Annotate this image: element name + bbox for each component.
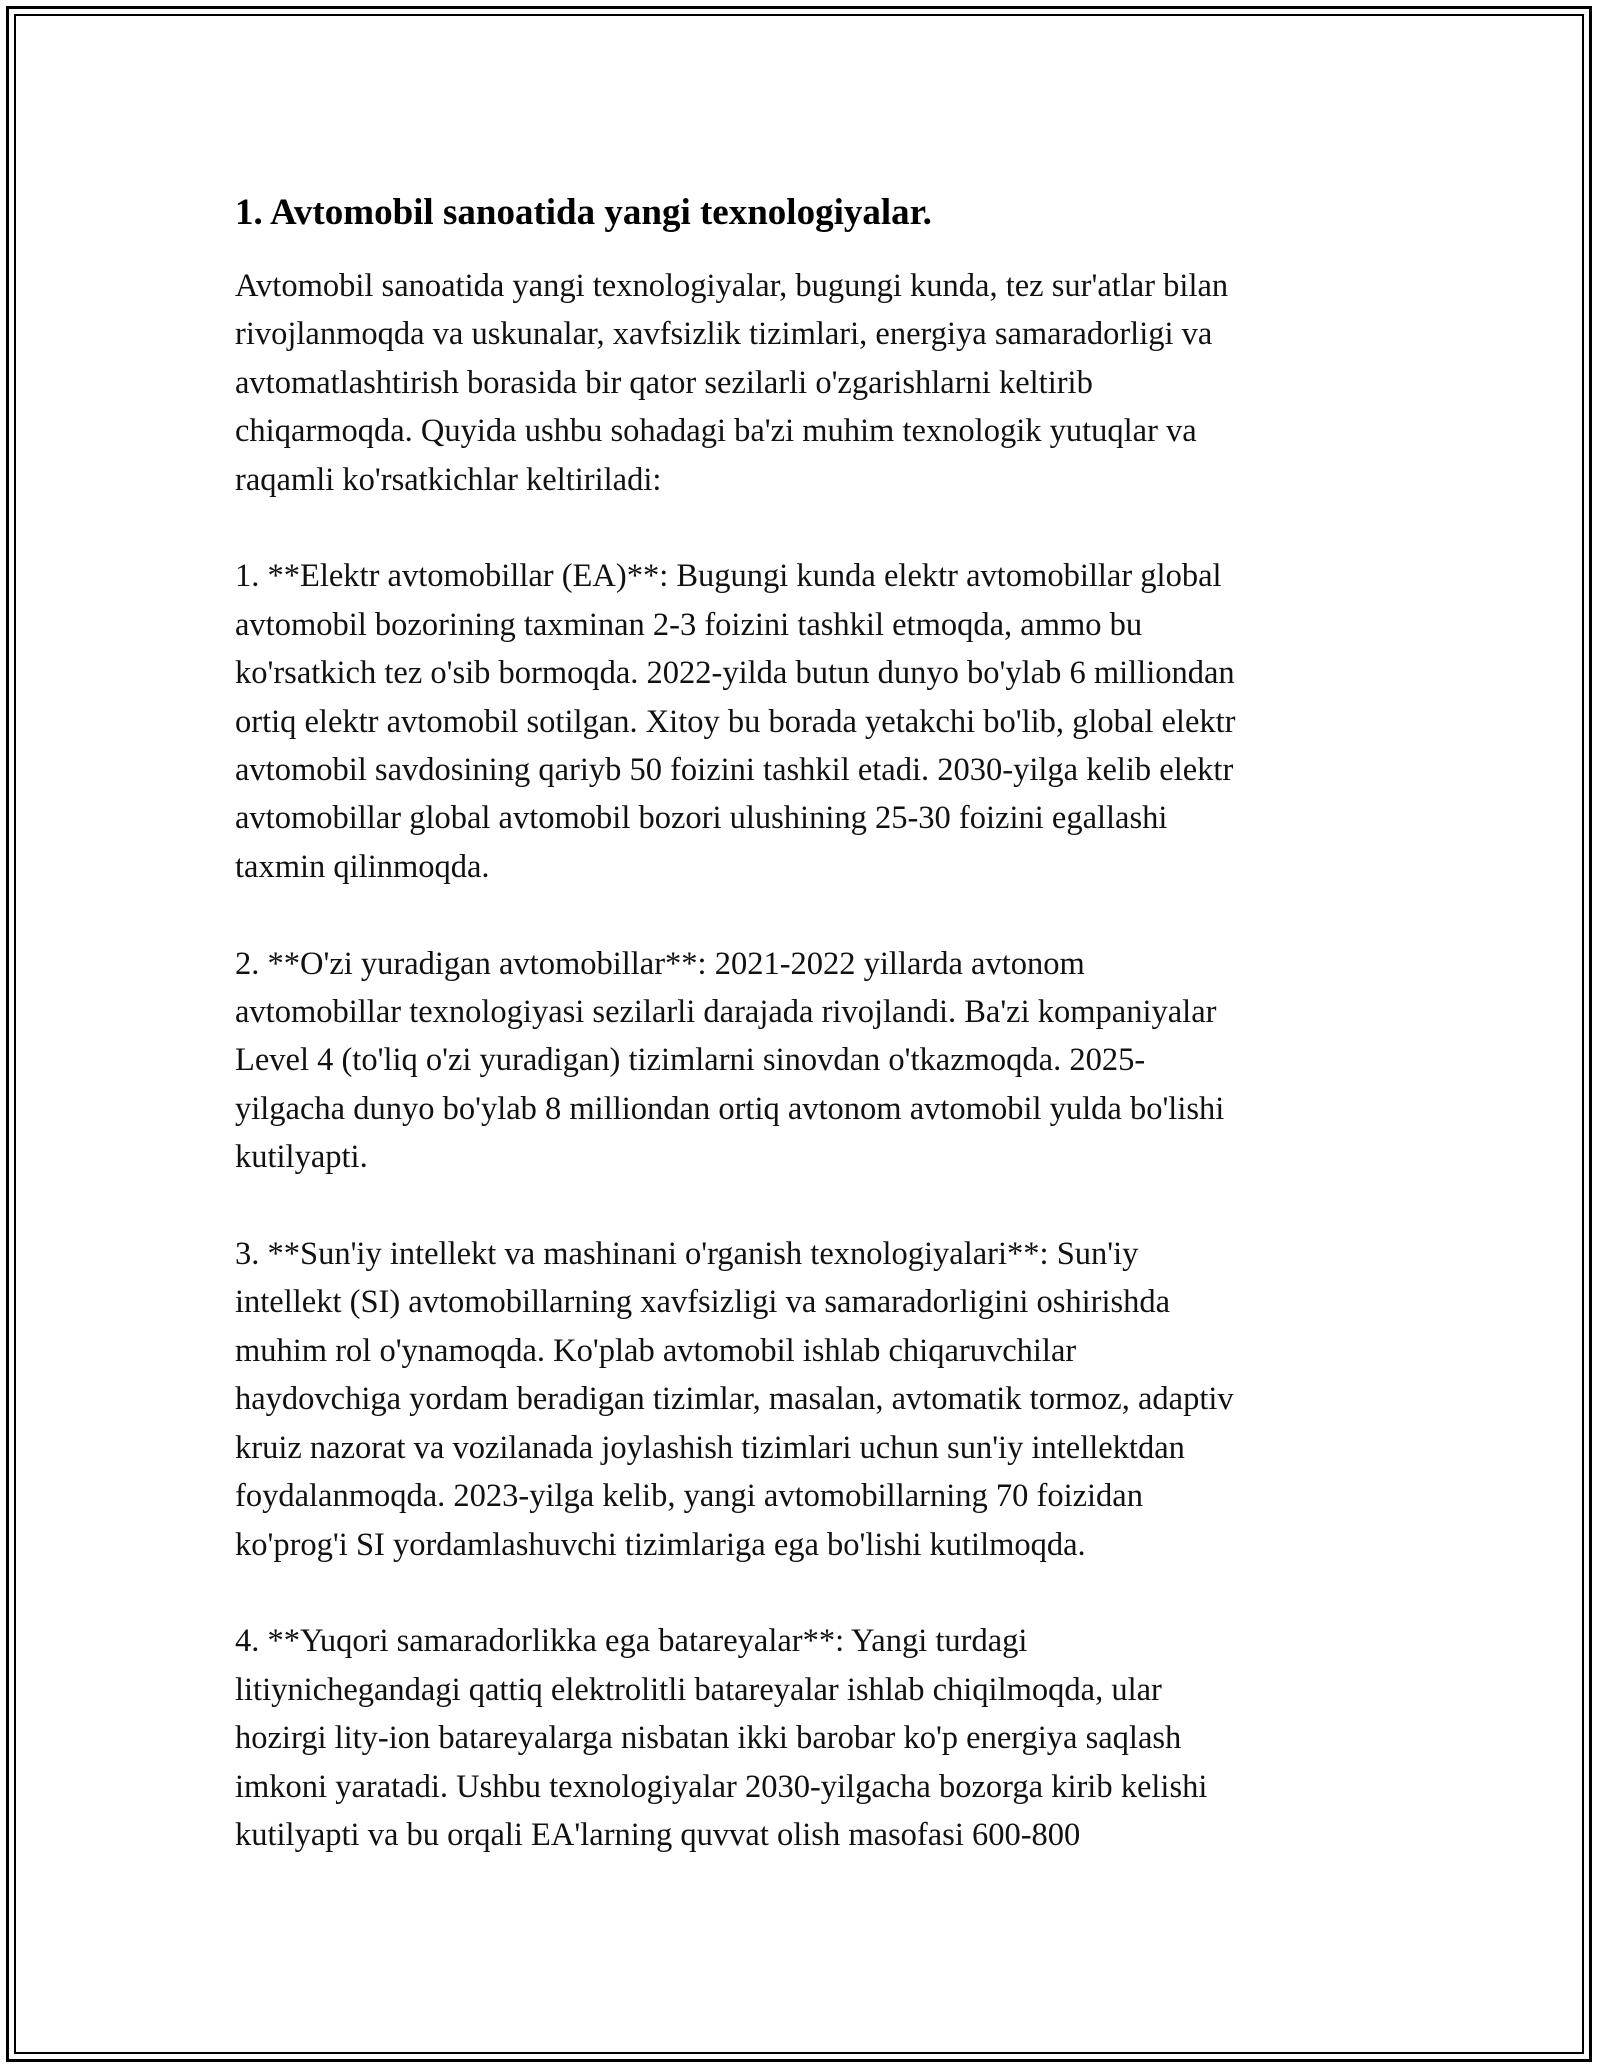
paragraph-self-driving: 2. **O'zi yuradigan avtomobillar**: 2021-2022 yillarda avtonom avtomobillar texnologiyasi sezilarli darajada rivojlandi. Ba'zi kompaniyalar Level 4 (to'liq o'zi yuradigan) tizimlarni sinovdan o'tkazmoqda. 2025- yilgacha dunyo bo'ylab 8 milliondan ortiq avtonom avtomobil yulda bo'lishi kutilyapti. [235, 945, 1225, 1176]
document-body [235, 190, 1375, 1908]
paragraph-ai-ml: 3. **Sun'iy intellekt va mashinani o'rganish texnologiyalari**: Sun'iy intellekt (SI) avtomobillarning xavfsizligi va samaradorligini oshirishda muhim rol o'ynamoqda. Ko'plab avtomobil ishlab chiqaruvchilar haydovchiga yordam beradigan tizimlar, masalan, avtomatik tormoz, adaptiv kruiz nazorat va vozilanada joylashish tizimlari uchun sun'iy intellektdan foydalanmoqda. 2023-yilga kelib, yangi avtomobillarning 70 foizidan ko'prog'i SI yordamlashuvchi tizimlariga ega bo'lishi kutilmoqda. [235, 1236, 1234, 1563]
section-heading: 1. Avtomobil sanoatida yangi texnologiyalar. [235, 192, 932, 233]
intro-paragraph: Avtomobil sanoatida yangi texnologiyalar, bugungi kunda, tez sur'atlar bilan rivojlanmoqda va uskunalar, xavfsizlik tizimlari, energiya samaradorligi va avtomatlashtirish borasida bir qator sezilarli o'zgarishlarni keltirib chiqarmoqda. Quyida ushbu sohadagi ba'zi muhim texnologik yutuqlar va raqamli ko'rsatkichlar keltiriladi: [235, 268, 1229, 498]
paragraph-batteries: 4. **Yuqori samaradorlikka ega batareyalar**: Yangi turdagi litiynichegandagi qattiq elektrolitli batareyalar ishlab chiqilmoqda, ular hozirgi lity-ion batareyalarga nisbatan ikki barobar ko'p energiya saqlash imkoni yaratadi. Ushbu texnologiyalar 2030-yilgacha bozorga kirib kelishi kutilyapti va bu orqali EA'larning quvvat olish masofasi 600-800 [235, 1623, 1208, 1853]
paragraph-electric-cars: 1. **Elektr avtomobillar (EA)**: Bugungi kunda elektr avtomobillar global avtomobil bozorining taxminan 2-3 foizini tashkil etmoqda, ammo bu ko'rsatkich tez o'sib bormoqda. 2022-yilda butun dunyo bo'ylab 6 milliondan ortiq elektr avtomobil sotilgan. Xitoy bu borada yetakchi bo'lib, global elektr avtomobil savdosining qariyb 50 foizini tashkil etadi. 2030-yilga kelib elektr avtomobillar global avtomobil bozori ulushining 25-30 foizini egallashi taxmin qilinmoqda. [235, 558, 1236, 885]
